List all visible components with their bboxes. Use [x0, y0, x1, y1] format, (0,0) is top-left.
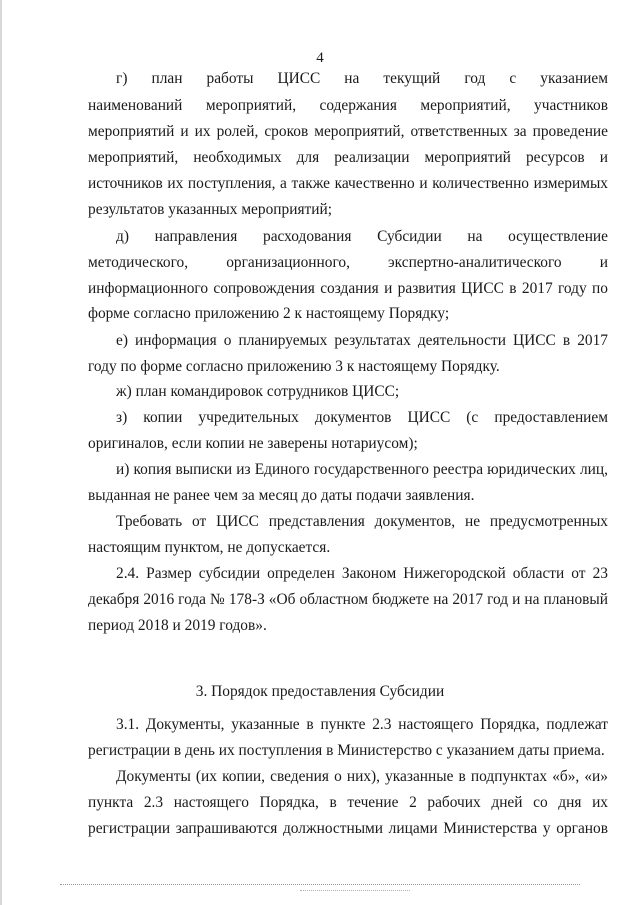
text-line: оригиналов, если копии не заверены нотариусом);: [88, 435, 418, 452]
text-line: и) копия выписки из Единого государственного реестра юридических лиц,: [116, 461, 608, 478]
text-line: регистрации в день их поступления в Министерство с указанием даты приема.: [88, 742, 605, 759]
text-line: 2.4. Размер субсидии определен Законом Нижегородской области от 23: [116, 565, 608, 582]
text-line: пункта 2.3 настоящего Порядка, в течение 2 рабочих дней со дня их: [88, 794, 608, 811]
text-line: Документы (их копии, сведения о них), указанные в подпунктах «б», «и»: [116, 768, 608, 785]
scan-artifact-line: [300, 890, 410, 892]
text-line: информационного сопровождения создания и развития ЦИСС в 2017 году по: [88, 280, 608, 297]
scan-artifact-line: [60, 884, 580, 886]
scan-edge-shadow: [0, 0, 2, 905]
page-number: 4: [316, 50, 324, 66]
text-line: наименований мероприятий, содержания мероприятий, участников: [88, 97, 608, 114]
text-line: настоящим пунктом, не допускается.: [88, 539, 331, 556]
text-line: источников их поступления, а также качественно и количественно измеримых: [88, 175, 608, 192]
text-line: период 2018 и 2019 годов».: [88, 617, 267, 634]
text-line: результатов указанных мероприятий;: [88, 201, 333, 218]
text-line: ж) план командировок сотрудников ЦИСС;: [116, 383, 400, 400]
text-line: декабря 2016 года № 178-З «Об областном бюджете на 2017 год и на плановый: [88, 591, 608, 608]
text-line: д) направления расходования Субсидии на осуществление: [116, 228, 608, 245]
text-line: 3.1. Документы, указанные в пункте 2.3 настоящего Порядка, подлежат: [116, 716, 608, 733]
text-line: форме согласно приложению 2 к настоящему Порядку;: [88, 305, 450, 322]
text-line: Требовать от ЦИСС представления документов, не предусмотренных: [116, 513, 608, 530]
text-line: выданная не ранее чем за месяц до даты подачи заявления.: [88, 487, 475, 504]
text-line: з) копии учредительных документов ЦИСС (с предоставлением: [116, 409, 608, 426]
section-heading: 3. Порядок предоставления Субсидии: [195, 683, 445, 700]
text-line: мероприятий и их ролей, сроков мероприятий, ответственных за проведение: [88, 123, 608, 140]
text-line: регистрации запрашиваются должностными лицами Министерства у органов: [88, 820, 608, 837]
text-line: году по форме согласно приложению 3 к настоящему Порядку.: [88, 358, 500, 375]
text-line: мероприятий, необходимых для реализации мероприятий ресурсов и: [88, 149, 608, 166]
text-line: е) информация о планируемых результатах деятельности ЦИСС в 2017: [116, 332, 608, 349]
text-line: г) план работы ЦИСС на текущий год с указанием: [116, 70, 608, 87]
text-line: методического, организационного, экспертно-аналитического и: [88, 254, 608, 271]
